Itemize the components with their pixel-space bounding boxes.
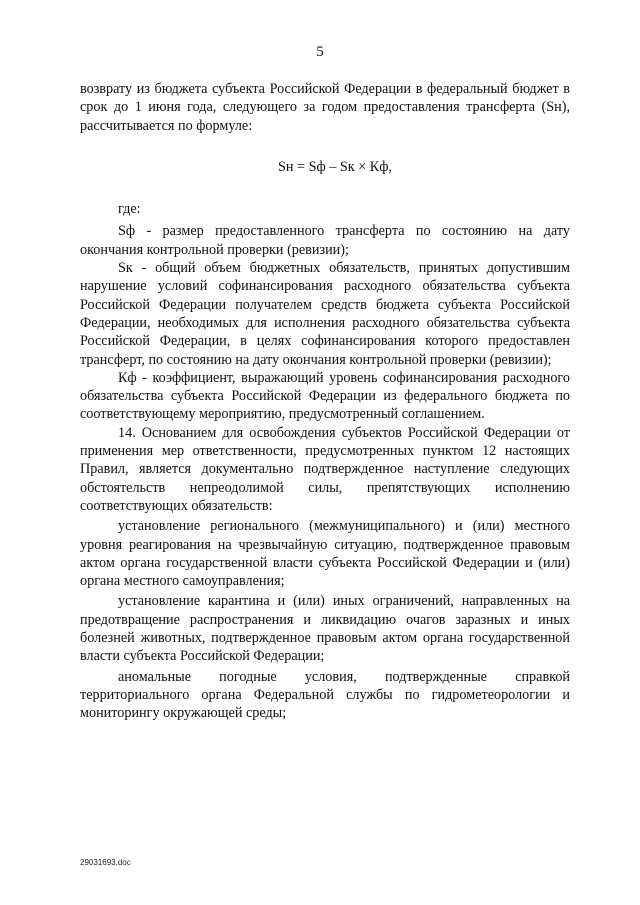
definition-kf: Кф - коэффициент, выражающий уровень софинансирования расходного обязательства субъекта Российской Федерации из федерального бюджета по соответствующему мероприятию, предусмотренный соглашением. <box>80 369 570 423</box>
document-body <box>80 80 570 723</box>
paragraph-14: 14. Основанием для освобождения субъектов Российской Федерации от применения мер ответственности, предусмотренных пунктом 12 настоящих Правил, является документально подтвержденное наступление следующих обстоятельств непреодолимой силы, препятствующих исполнению соответствующих обязательств: <box>80 424 570 514</box>
formula: Sн = Sф – Sк × Кф, <box>278 158 392 175</box>
list-item-weather: аномальные погодные условия, подтвержденные справкой территориального органа Федеральной службы по гидрометеорологии и мониторингу окружающей среды; <box>80 668 570 722</box>
list-item-regional-emergency: установление регионального (межмуниципального) и (или) местного уровня реагирования на чрезвычайную ситуацию, подтвержденное правовым актом органа государственной власти субъекта Российской Федерации и (или) органа местного самоуправления; <box>80 518 570 590</box>
definition-sk: Sк - общий объем бюджетных обязательств, принятых допустившим нарушение условий софинансирования расходного обязательства субъекта Российской Федерации получателем средств бюджета субъекта Российской Федерации, необходимых для исполнения расходного обязательства субъекта Российской Федерации, в целях софинансирования которого предоставлен трансферт, по состоянию на дату окончания контрольной проверки (ревизии); <box>80 260 570 368</box>
paragraph-continuation: возврату из бюджета субъекта Российской Федерации в федеральный бюджет в срок до 1 июня года, следующего за годом предоставления трансферта (Sн), рассчитывается по формуле: <box>80 81 570 134</box>
where-label: где: <box>118 201 141 218</box>
page-number: 5 <box>316 44 324 60</box>
definition-sf: Sф - размер предоставленного трансферта по состоянию на дату окончания контрольной проверки (ревизии); <box>80 223 570 258</box>
list-item-quarantine: установление карантина и (или) иных ограничений, направленных на предотвращение распространения и ликвидацию очагов заразных и иных болезней животных, подтвержденное правовым актом органа государственной власти субъекта Российской Федерации; <box>80 593 570 665</box>
document-id-footer: 29031693.doc <box>80 858 131 867</box>
